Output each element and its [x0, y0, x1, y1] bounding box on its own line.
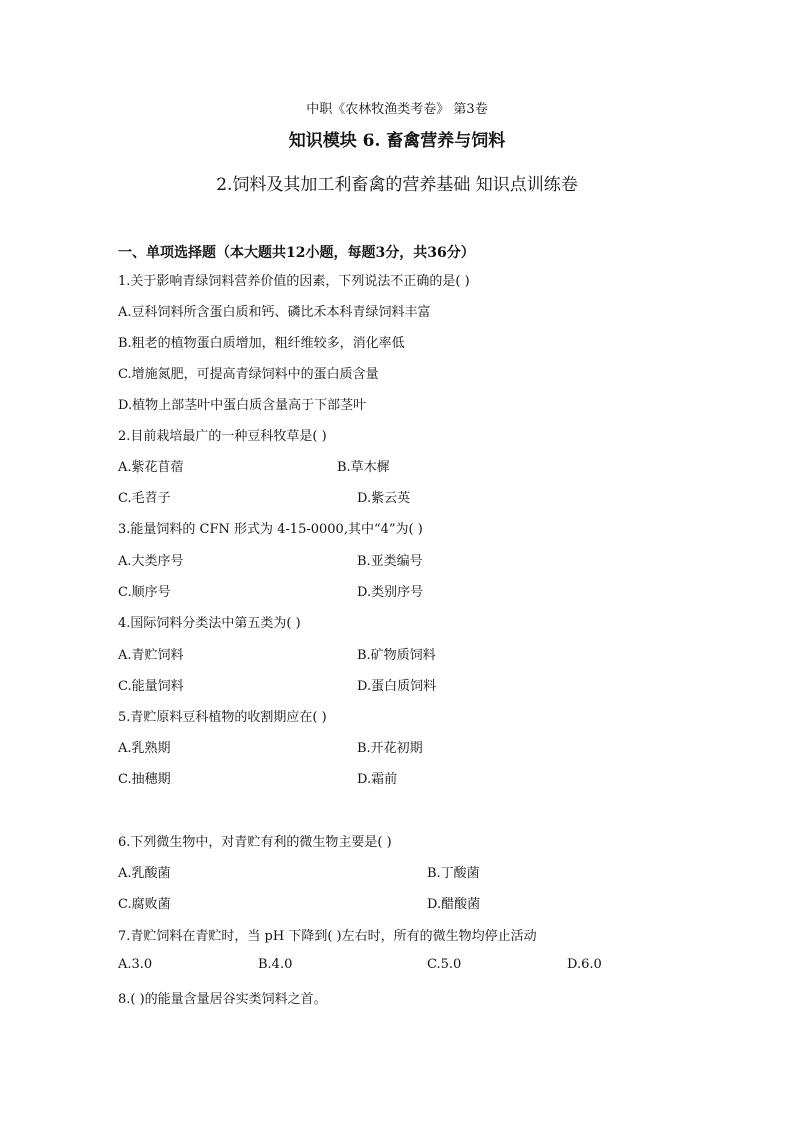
question-3-option-d: D.类别序号	[357, 585, 424, 600]
question-3-option-a: A.大类序号	[118, 554, 184, 569]
question-1-option-d: D.植物上部茎叶中蛋白质含量高于下部茎叶	[118, 398, 367, 413]
question-1-option-a: A.豆科饲料所含蛋白质和钙、磷比禾本科青绿饲料丰富	[118, 305, 431, 320]
question-7-option-d: D.6.0	[567, 957, 602, 972]
module-title: 知识模块 6. 畜禽营养与饲料	[288, 131, 506, 151]
question-7-option-c: C.5.0	[427, 957, 462, 972]
question-6-option-c: C.腐败菌	[118, 897, 171, 912]
question-7-stem: 7.青贮饲料在青贮时，当 pH 下降到( )左右时，所有的微生物均停止活动	[118, 929, 537, 944]
question-4-option-d: D.蛋白质饲料	[357, 679, 437, 694]
question-2-stem: 2.目前栽培最广的一种豆科牧草是( )	[118, 429, 327, 444]
question-6-option-a: A.乳酸菌	[118, 866, 171, 881]
question-1-stem: 1.关于影响青绿饲料营养价值的因素，下列说法不正确的是( )	[118, 274, 470, 289]
question-3-stem: 3.能量饲料的 CFN 形式为 4-15-0000,其中“4”为( )	[118, 522, 423, 537]
question-4-stem: 4.国际饲料分类法中第五类为( )	[118, 616, 301, 631]
question-5-option-b: B.开花初期	[357, 741, 423, 756]
question-6-stem: 6.下列微生物中，对青贮有利的微生物主要是( )	[118, 835, 392, 850]
question-1-option-c: C.增施氮肥，可提高青绿饲料中的蛋白质含量	[118, 367, 379, 382]
question-2-option-d: D.紫云英	[357, 491, 411, 506]
question-5-option-d: D.霜前	[357, 772, 398, 787]
exam-series-title: 中职《农林牧渔类考卷》 第3卷	[306, 102, 488, 117]
question-5-stem: 5.青贮原料豆科植物的收割期应在( )	[118, 710, 327, 725]
question-3-option-c: C.顺序号	[118, 585, 171, 600]
question-1-option-b: B.粗老的植物蛋白质增加，粗纤维较多，消化率低	[118, 336, 405, 351]
question-5-option-a: A.乳熟期	[118, 741, 171, 756]
question-4-option-b: B.矿物质饲料	[357, 648, 436, 663]
topic-title: 2.饲料及其加工利畜禽的营养基础 知识点训练卷	[216, 175, 578, 195]
question-8-stem: 8.( )的能量含量居谷实类饲料之首。	[118, 992, 327, 1007]
question-2-option-a: A.紫花苜蓿	[118, 460, 184, 475]
question-5-option-c: C.抽穗期	[118, 772, 171, 787]
question-2-option-b: B.草木樨	[337, 460, 390, 475]
question-7-option-a: A.3.0	[118, 957, 153, 972]
question-3-option-b: B.亚类编号	[357, 554, 423, 569]
question-7-option-b: B.4.0	[258, 957, 293, 972]
question-4-option-a: A.青贮饲料	[118, 648, 184, 663]
section-heading: 一、单项选择题（本大题共12小题，每题3分，共36分）	[118, 245, 475, 261]
question-6-option-d: D.醋酸菌	[427, 897, 481, 912]
question-2-option-c: C.毛苕子	[118, 491, 171, 506]
question-4-option-c: C.能量饲料	[118, 679, 184, 694]
question-6-option-b: B.丁酸菌	[427, 866, 480, 881]
